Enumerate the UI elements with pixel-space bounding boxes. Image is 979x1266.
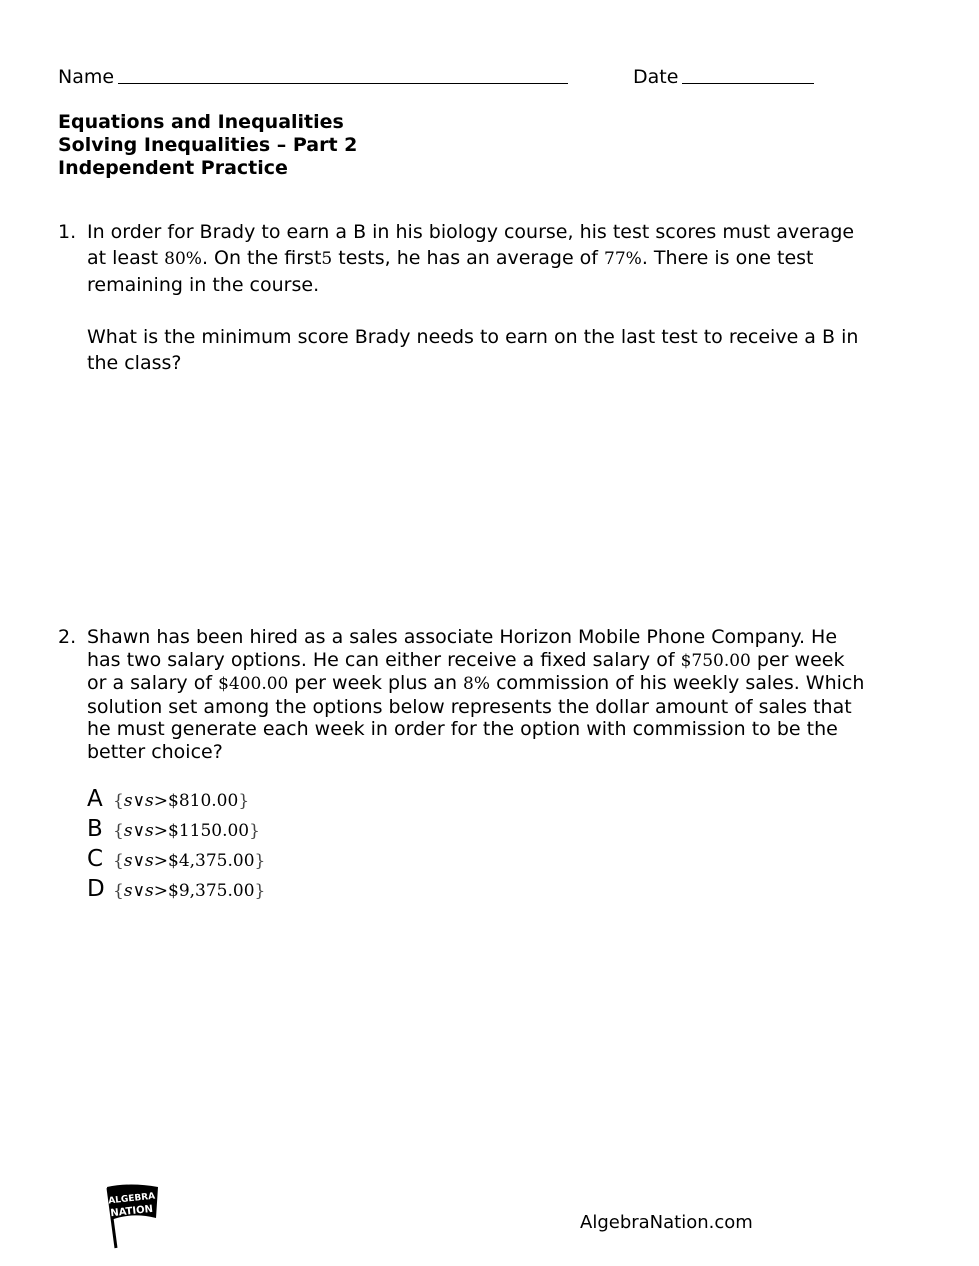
q2-math-400: $400.00 <box>218 674 289 694</box>
option-c-letter: C <box>87 846 104 872</box>
option-a-value: $810.00 <box>168 791 239 811</box>
question-2-number: 2. <box>58 626 77 648</box>
option-b-value: $1150.00 <box>168 821 250 841</box>
logo-text-algebra: ALGEBRA <box>107 1191 156 1207</box>
name-field[interactable] <box>58 64 114 90</box>
title-unit: Equations and Inequalities <box>58 111 344 133</box>
q2-text-c: per week plus an <box>288 672 464 694</box>
date-blank-line[interactable] <box>682 64 814 84</box>
question-2 <box>58 626 868 763</box>
question-1-number: 1. <box>58 221 77 243</box>
q2-math-8-percent: 8% <box>463 674 491 694</box>
q2-text-b: per week or a salary of <box>87 648 845 694</box>
answer-options <box>87 784 265 904</box>
option-b[interactable] <box>87 814 265 844</box>
option-a-letter: A <box>87 786 103 812</box>
q2-text-a: Shawn has been hired as a sales associate Horizon Mobile Phone Company. He has two salary options. He can either receive a fixed salary of <box>87 626 838 671</box>
q1-question-text: What is the minimum score Brady needs to earn on the last test to receive a B in the class? <box>87 326 859 374</box>
option-a[interactable] <box>87 784 265 814</box>
q2-text-d: commission of his weekly sales. Which solution set among the options below represents the dollar amount of sales that he must generate each week in order for the option with commission to be the better choice? <box>87 672 865 763</box>
option-c[interactable] <box>87 844 265 874</box>
option-d[interactable] <box>87 874 265 904</box>
q1-text-c: tests, he has an average of <box>332 247 605 269</box>
q2-math-750: $750.00 <box>680 650 751 671</box>
option-b-set: {s∨s>$1150.00} <box>113 821 260 841</box>
logo-text-nation: NATION <box>109 1203 154 1220</box>
footer-website: AlgebraNation.com <box>580 1212 753 1233</box>
name-blank-line[interactable] <box>118 64 568 84</box>
title-lesson: Solving Inequalities – Part 2 <box>58 134 358 156</box>
option-d-set: {s∨s>$9,375.00} <box>113 881 266 901</box>
option-c-set: {s∨s>$4,375.00} <box>113 851 266 871</box>
date-field[interactable] <box>633 64 678 90</box>
option-d-value: $9,375.00 <box>168 881 255 901</box>
question-1 <box>58 219 868 376</box>
option-c-value: $4,375.00 <box>168 851 255 871</box>
title-section: Independent Practice <box>58 157 288 179</box>
q1-text-a: In order for Brady to earn a B in his biology course, his test scores must average at least <box>87 221 855 269</box>
option-a-set: {s∨s>$810.00} <box>113 791 250 811</box>
name-date-header <box>58 64 938 90</box>
option-b-letter: B <box>87 816 103 842</box>
q1-math-5: 5 <box>321 249 333 269</box>
q1-text-d: . There is one test remaining in the course. <box>87 247 814 296</box>
worksheet-titles <box>58 111 357 180</box>
date-label: Date <box>633 66 679 88</box>
flag-logo-icon <box>100 1184 166 1250</box>
q1-text-b: . On the first <box>201 247 322 269</box>
q1-math-77-percent: 77% <box>604 249 642 269</box>
question-1-body <box>87 219 868 376</box>
option-d-letter: D <box>87 876 105 902</box>
question-2-body <box>87 626 868 763</box>
q1-math-80-percent: 80% <box>164 249 202 269</box>
algebra-nation-logo <box>100 1184 166 1250</box>
name-label: Name <box>58 66 115 88</box>
